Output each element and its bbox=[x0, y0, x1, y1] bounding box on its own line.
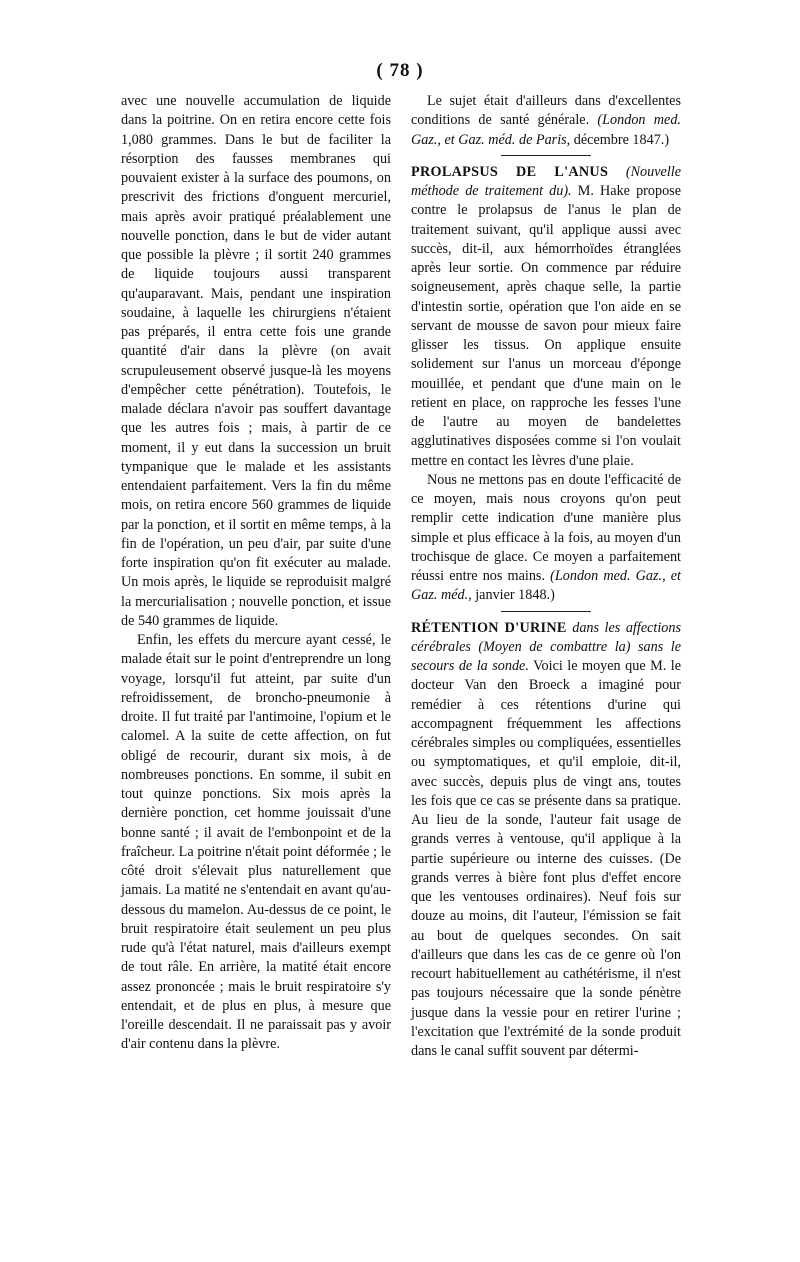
left-column bbox=[121, 92, 391, 1055]
section-divider bbox=[501, 155, 591, 156]
right-paragraph-1-date: décembre 1847.) bbox=[573, 131, 670, 148]
right-paragraph-1-text: Le sujet était d'ailleurs dans d'excellentes conditions de santé générale. bbox=[411, 93, 681, 129]
article-prolapsus-subtitle: (Nouvelle méthode de traitement du). bbox=[411, 163, 681, 199]
right-paragraph-1-reference: (London med. Gaz., et Gaz. méd. de Paris, bbox=[411, 112, 681, 148]
left-paragraph-2: Enfin, les effets du mercure ayant cessé, le malade était sur le point d'entreprendre un long voyage, lorsqu'il fut atteint, par suite d'un refroidissement, de broncho-pneumonie à droite. Il fut traité par l'antimoine, l'opium et le calomel. A la suite de cette affection, on fut obligé de recourir, durant six mois, à de nombreuses ponctions. En somme, il subit en tout quinze ponctions. Six mois après la dernière ponction, cet homme jouissait d'une bonne santé ; il avait de l'embonpoint et de la fraîcheur. La poitrine n'était point déformée ; le côté droit s'élevait plus naturellement que jamais. La matité ne s'entendait en avant qu'au-dessous du mamelon. Au-dessus de ce point, le bruit respiratoire était seulement un peu plus rude qu'à l'état naturel, mais d'ailleurs exempt de tout râle. En arrière, la matité était encore assez prononcée ; mais le bruit respiratoire s'y entendait, et de plus en plus, à mesure que l'oreille descendait. Il ne paraissait pas y avoir d'air contenu dans la plèvre. bbox=[121, 632, 391, 1053]
article-prolapsus-heading: PROLAPSUS DE L'ANUS bbox=[411, 163, 609, 180]
left-paragraph-1: avec une nouvelle accumulation de liquide dans la poitrine. On en retira encore cette fois 1,080 grammes. Dans le but de faciliter la résorption des fausses membranes qui pouvaient exister à la surface des poumons, on prescrivit des frictions d'onguent mercuriel, mais après avoir pratiqué préalablement une nouvelle ponction, dans le but de vider autant que possible la plèvre ; il sortit 240 grammes de liquide toujours aussi transparent qu'auparavant. Mais, pendant une inspiration soudaine, à laquelle les chirurgiens n'étaient pas préparés, il entra cette fois une grande quantité d'air dans la plèvre (on avait scrupuleusement observé jusque-là les moyens d'empêcher cette pénétration). Toutefois, le malade déclara n'avoir pas souffert davantage que les autres fois ; mais, à partir de ce moment, il y eut dans la succession un bruit tympanique que le malade et les assistants entendaient parfaitement. Vers la fin du même mois, on retira encore 560 grammes de liquide par la ponction, et il sortit en même temps, à la fin de l'opération, un peu d'air, par suite d'une forte inspiration qu'on fit exécuter au malade. Un mois après, le liquide se reproduisit malgré la mercurialisation ; nouvelle ponction, et issue de 540 grammes de liquide. bbox=[121, 93, 391, 629]
article-retention-body: Voici le moyen que M. le docteur Van den Broeck a imaginé pour remédier à ces rétentions d'urine qui accompagnent fréquemment les affections cérébrales simples ou compliquées, essentielles ou symptomatiques, et qu'il emploie, dit-il, avec succès, depuis plus de vingt ans, toutes les fois que ce cas se présente dans sa pratique. Au lieu de la sonde, l'auteur fait usage de grands verres à ventouse, qu'il applique à la partie supérieure ou interne des cuisses. (De grands verres à bière font plus d'effet encore que les ventouses ordinaires). Neuf fois sur douze au moins, dit l'auteur, l'émission se fait au bout de quelques secondes. On sait d'ailleurs que dans les cas de ce genre où l'on recourt habituellement au cathétérisme, il n'est pas toujours nécessaire que la sonde pénètre jusque dans la vessie pour en retirer l'urine ; l'excitation que l'extrémité de la sonde produit dans le canal suffit souvent par détermi- bbox=[411, 658, 681, 1059]
right-column bbox=[411, 92, 681, 1061]
article-prolapsus bbox=[411, 163, 681, 471]
section-divider bbox=[501, 611, 591, 612]
article-prolapsus-date: janvier 1848.) bbox=[475, 587, 555, 604]
article-prolapsus-reference: (London med. Gaz., et Gaz. méd., bbox=[411, 568, 681, 604]
article-prolapsus-commentary bbox=[411, 471, 681, 606]
article-retention bbox=[411, 619, 681, 1062]
article-prolapsus-commentary-text: Nous ne mettons pas en doute l'efficacité de ce moyen, mais nous croyons qu'on peut remplir cette indication d'une manière plus simple et plus efficace à la fois, au moyen d'un trochisque de glace. Ce moyen a parfaitement réussi entre nos mains. bbox=[411, 471, 681, 584]
article-retention-subtitle: dans les affections cérébrales (Moyen de combattre la) sans le secours de la sonde. bbox=[411, 619, 681, 674]
article-prolapsus-body: M. Hake propose contre le prolapsus de l'anus le plan de traitement suivant, qu'il applique aussi avec succès, dit-il, aux hémorrhoïdes étranglées après leur sortie. On commence par réduire soigneusement, après chaque selle, la partie d'intestin sortie, opération que l'on aide en se servant de mousse de savon pour mieux faire glisser les tissus. On applique ensuite solidement sur l'anus un morceau d'éponge mouillée, et pendant que d'une main on le retient en place, on rapproche les fesses l'une de l'autre au moyen de bandelettes agglutinatives disposées comme si l'on voulait mettre en contact les lèvres d'une plaie. bbox=[411, 183, 681, 469]
page-number: ( 78 ) bbox=[376, 60, 424, 81]
article-retention-heading: RÉTENTION D'URINE bbox=[411, 619, 567, 636]
right-paragraph-1 bbox=[411, 92, 681, 150]
